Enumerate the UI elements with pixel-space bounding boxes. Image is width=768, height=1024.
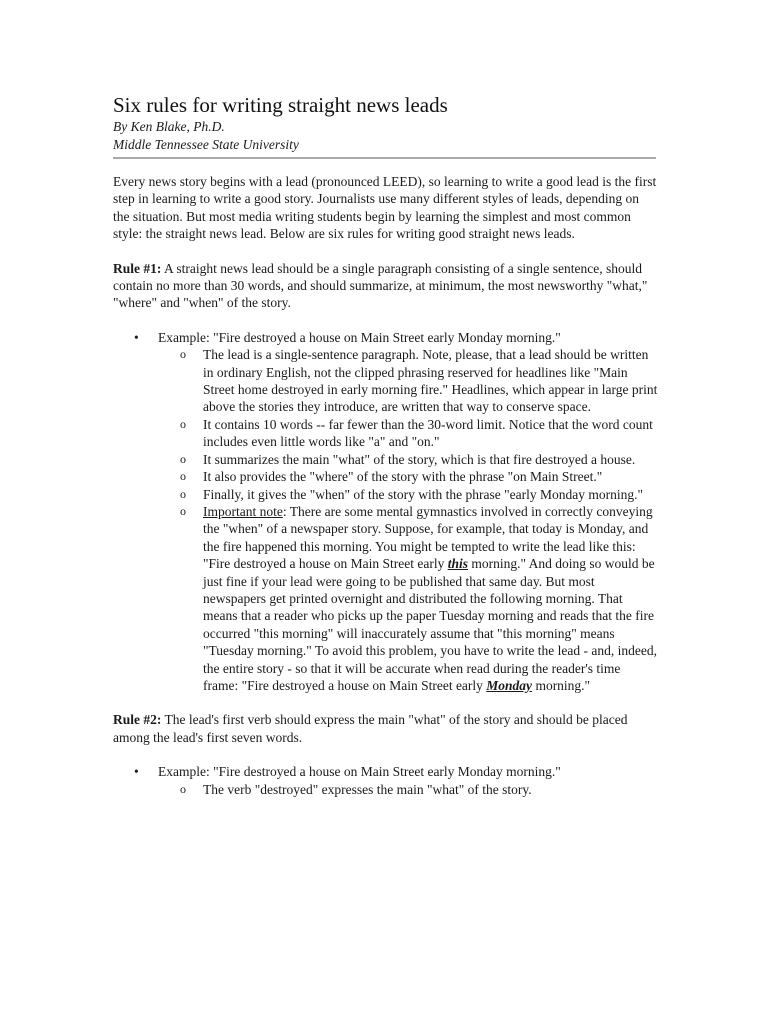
rule-1-example-list	[113, 329, 658, 695]
rule-2-text: The lead's first verb should express the main "what" of the story and should be placed among the lead's first seven words.	[113, 712, 628, 745]
rule-1-label: Rule #1:	[113, 260, 162, 276]
important-note-emphasis-monday: Monday	[486, 677, 533, 693]
rule-2-sub-list	[158, 781, 658, 798]
author-byline: By Ken Blake, Ph.D.	[113, 119, 225, 134]
rule-2-example-list	[113, 763, 658, 798]
rule-1-sub-list	[158, 346, 658, 694]
list-item	[158, 468, 658, 485]
header-divider	[113, 157, 656, 159]
list-item-text: It contains 10 words -- far fewer than the 30-word limit. Notice that the word count includes even little words like "a" and "on."	[203, 416, 653, 450]
list-item-text: The lead is a single-sentence paragraph. Note, please, that a lead should be written in ordinary English, not the clipped phrasing reserved for headlines like "Main Street home destroyed in early morning fire." Headlines, which appear in large print above the stories they introduce, are written that way to conserve space.	[203, 347, 658, 415]
list-item-text: Finally, it gives the "when" of the story with the phrase "early Monday morning."	[203, 486, 643, 502]
rule-2-label: Rule #2:	[113, 712, 162, 728]
list-item-text: The verb "destroyed" expresses the main "what" of the story.	[203, 781, 532, 797]
bullet-icon: •	[134, 764, 139, 780]
important-note-emphasis-this: this	[447, 556, 468, 572]
document-page	[113, 92, 658, 798]
sub-bullet-icon: o	[180, 781, 186, 796]
rule-2-paragraph	[113, 711, 658, 746]
rule-1-text: A straight news lead should be a single paragraph consisting of a single sentence, should contain no more than 30 words, and should summarize, at minimum, the most newsworthy "what," "where" and "when" of the story.	[113, 260, 648, 311]
bullet-icon: •	[134, 329, 139, 345]
rule-1-example-item	[113, 329, 658, 695]
sub-bullet-icon: o	[180, 503, 186, 518]
document-title: Six rules for writing straight news leads	[113, 93, 448, 117]
rule-1-example-text: Example: "Fire destroyed a house on Main Street early Monday morning."	[158, 329, 561, 345]
list-item-text: It also provides the "where" of the story with the phrase "on Main Street."	[203, 469, 603, 485]
list-item	[158, 486, 658, 503]
important-note-label: Important note	[203, 503, 283, 519]
rule-2-example-text: Example: "Fire destroyed a house on Main Street early Monday morning."	[158, 764, 561, 780]
sub-bullet-icon: o	[180, 469, 186, 484]
list-item	[158, 781, 658, 798]
important-note-text-2: morning." And doing so would be just fine if your lead were going to be published that same day. But most newspapers get printed overnight and distributed the following morning. That means that a reader who picks up the paper Tuesday morning and reads that the fire occurred "this morning" will inaccurately assume that "this morning" means "Tuesday morning." To avoid this problem, you have to write the lead - and, indeed, the entire story - so that it will be accurate when read during the reader's time frame: "Fire destroyed a house on Main Street early	[203, 556, 657, 693]
sub-bullet-icon: o	[180, 347, 186, 362]
important-note-item	[158, 503, 658, 694]
important-note-text-1: : There are some mental gymnastics involved in correctly conveying the "when" of a newspaper story. Suppose, for example, that today is Monday, and the fire happened this morning. You might be tempted to write the lead like this: "Fire destroyed a house on Main Street early	[203, 503, 653, 572]
sub-bullet-icon: o	[180, 486, 186, 501]
sub-bullet-icon: o	[180, 451, 186, 466]
list-item	[158, 451, 658, 468]
author-affiliation: Middle Tennessee State University	[113, 137, 299, 152]
list-item	[158, 346, 658, 416]
list-item-text: It summarizes the main "what" of the story, which is that fire destroyed a house.	[203, 451, 636, 467]
sub-bullet-icon: o	[180, 416, 186, 431]
important-note-text-3: morning."	[532, 677, 591, 693]
intro-paragraph: Every news story begins with a lead (pronounced LEED), so learning to write a good lead is the first step in learning to write a good story. Journalists use many different styles of leads, depending on the situation. But most media writing students begin by learning the simplest and most common style: the straight news lead. Below are six rules for writing good straight news leads.	[113, 174, 657, 242]
list-item	[158, 416, 658, 451]
rule-2-example-item	[113, 763, 658, 798]
rule-1-paragraph	[113, 260, 658, 312]
